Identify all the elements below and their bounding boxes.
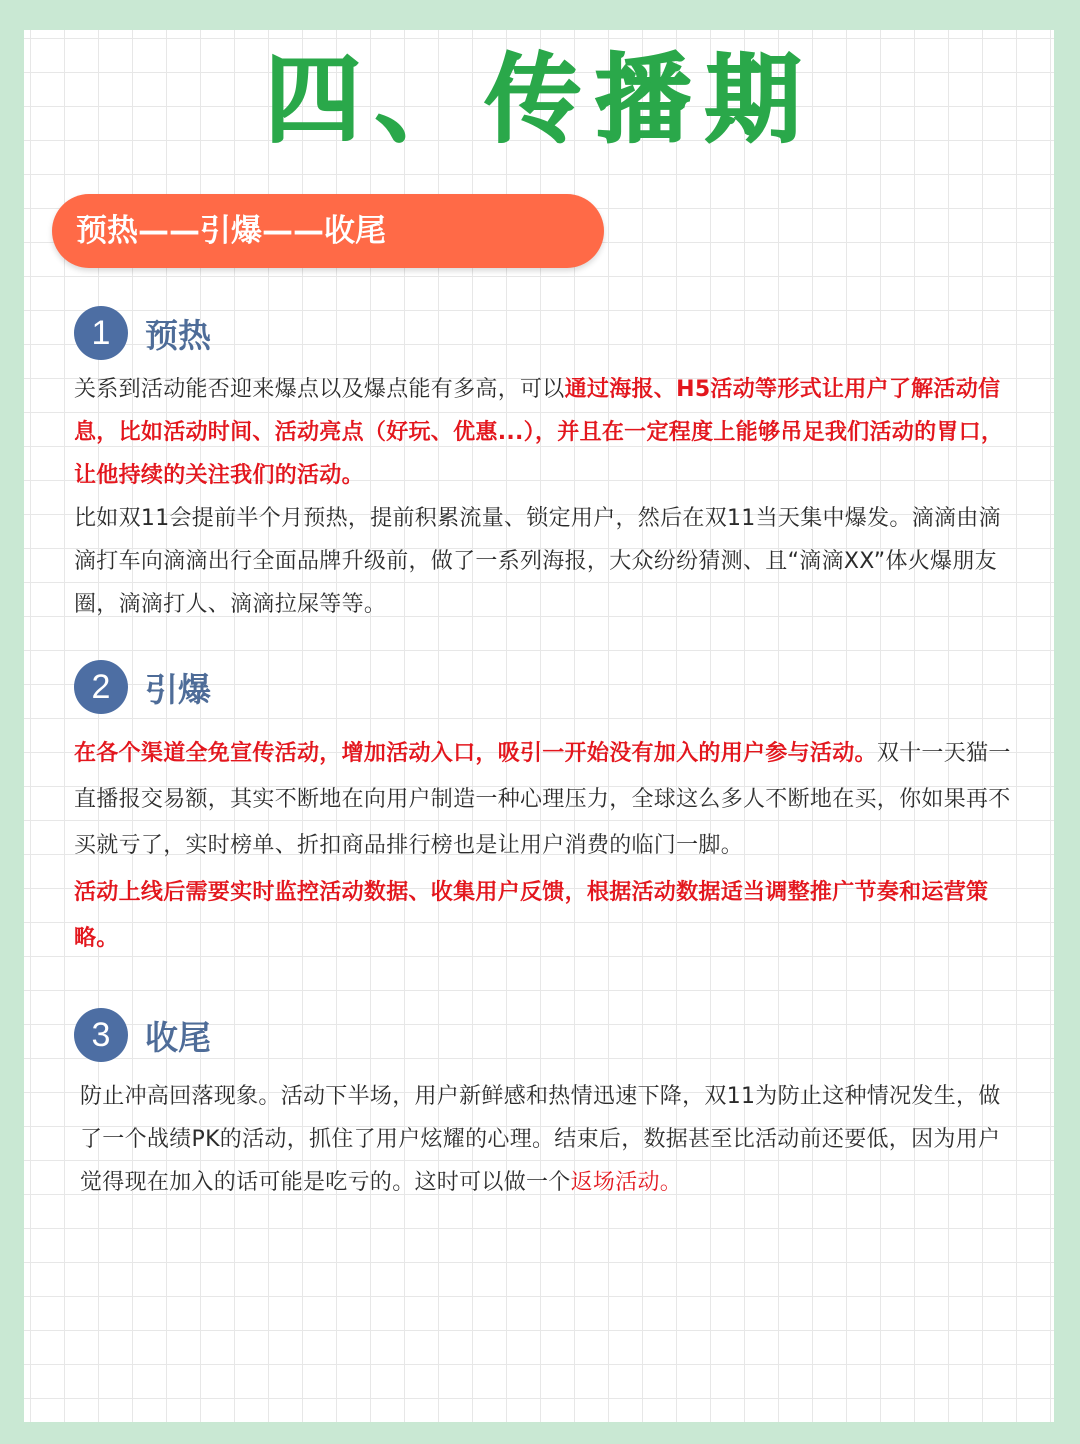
section-3-header [74, 1008, 211, 1062]
section-2-number-badge: 2 [74, 660, 128, 714]
emphasis-run: 通过海报、H5活动等形式让用户了解活动信息，比如活动时间、活动亮点（好玩、优惠...），并且在一定程度上能够吊足我们活动的胃口，让他持续的关注我们的活动。 [74, 377, 1004, 488]
section-3-paragraph-1 [80, 1075, 1020, 1204]
phase-banner: 预热——引爆——收尾 [52, 194, 604, 268]
section-1-title: 预热 [145, 315, 211, 355]
text-run: 关系到活动能否迎来爆点以及爆点能有多高，可以 [74, 377, 565, 402]
section-2-paragraph-1 [74, 731, 1019, 869]
section-2-header [74, 660, 211, 714]
section-3-title: 收尾 [145, 1017, 211, 1057]
emphasis-run: 活动上线后需要实时监控活动数据、收集用户反馈，根据活动数据适当调整推广节奏和运营策略。 [74, 880, 989, 951]
section-1-number-badge: 1 [74, 306, 128, 360]
emphasis-run: 在各个渠道全免宣传活动，增加活动入口，吸引一开始没有加入的用户参与活动。 [74, 741, 877, 766]
page-title: 四、传播期 [265, 44, 815, 156]
section-3-number-badge: 3 [74, 1008, 128, 1062]
text-run: 比如双11会提前半个月预热，提前积累流量、锁定用户，然后在双11当天集中爆发。滴滴由滴滴打车向滴滴出行全面品牌升级前，做了一系列海报，大众纷纷猜测、且“滴滴XX”体火爆朋友圈，滴滴打人、滴滴拉屎等等。 [74, 506, 1001, 617]
section-2-paragraph-2 [74, 870, 1019, 962]
section-1-paragraph-2 [74, 497, 1019, 626]
text-run: 防止冲高回落现象。活动下半场，用户新鲜感和热情迅速下降，双11为防止这种情况发生，做了一个战绩PK的活动，抓住了用户炫耀的心理。结束后，数据甚至比活动前还要低，因为用户觉得现在加入的话可能是吃亏的。这时可以做一个 [80, 1084, 1001, 1195]
section-1-header [74, 306, 211, 360]
section-2-title: 引爆 [145, 669, 211, 709]
section-1-paragraph-1 [74, 368, 1019, 497]
highlight-run: 返场活动。 [570, 1170, 683, 1195]
text-run: 双十一天猫一直播报交易额，其实不断地在向用户制造一种心理压力，全球这么多人不断地在买，你如果再不买就亏了，实时榜单、折扣商品排行榜也是让用户消费的临门一脚。 [74, 741, 1011, 858]
